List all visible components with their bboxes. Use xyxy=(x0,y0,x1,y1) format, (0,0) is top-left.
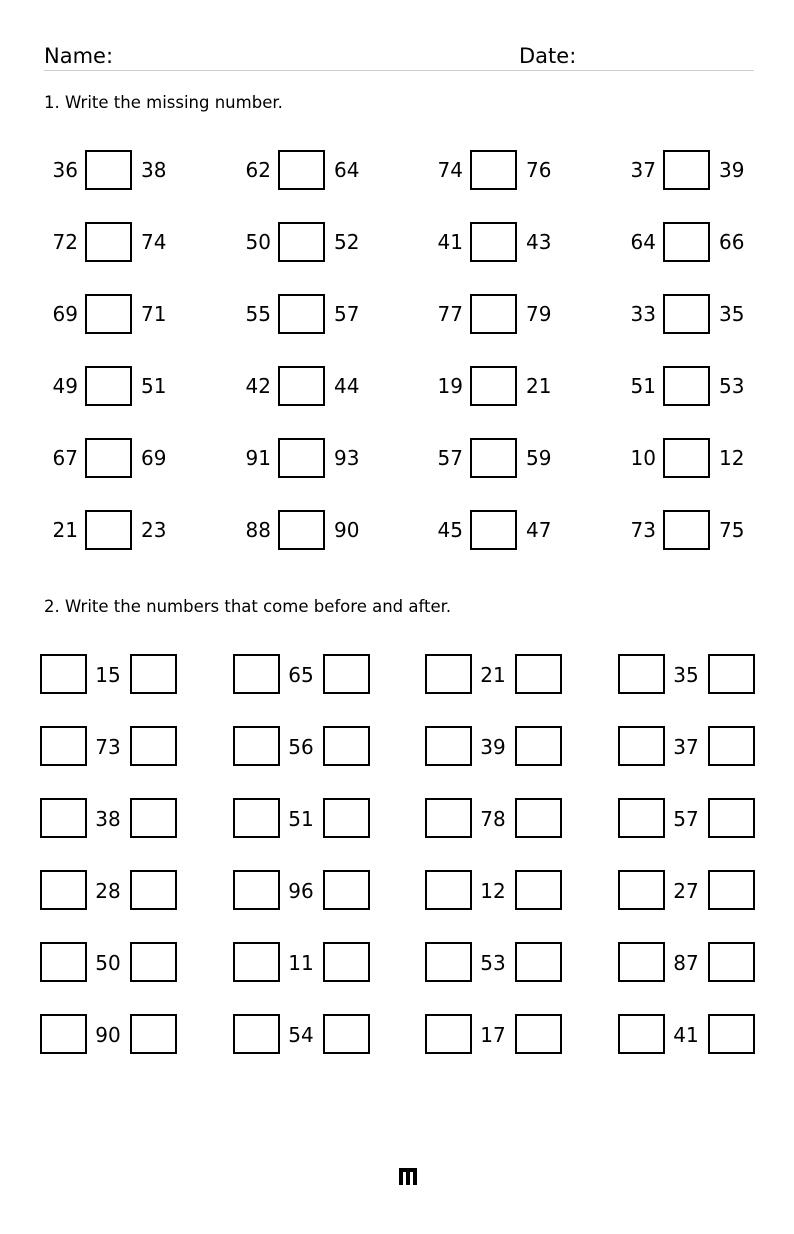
given-number-after: 75 xyxy=(719,518,745,542)
section2-instruction: 2. Write the numbers that come before and after. xyxy=(44,597,452,616)
before-answer-box[interactable] xyxy=(40,870,87,910)
after-answer-box[interactable] xyxy=(130,1014,177,1054)
after-answer-box[interactable] xyxy=(515,942,562,982)
before-answer-box[interactable] xyxy=(618,942,665,982)
after-answer-box[interactable] xyxy=(515,870,562,910)
given-number: 54 xyxy=(288,1023,314,1047)
before-answer-box[interactable] xyxy=(618,726,665,766)
given-number: 38 xyxy=(95,807,121,831)
given-number-after: 53 xyxy=(719,374,745,398)
after-answer-box[interactable] xyxy=(708,798,755,838)
section1-instruction: 1. Write the missing number. xyxy=(44,93,283,112)
given-number-before: 91 xyxy=(245,446,271,470)
before-answer-box[interactable] xyxy=(40,942,87,982)
after-answer-box[interactable] xyxy=(130,870,177,910)
before-answer-box[interactable] xyxy=(618,870,665,910)
given-number-after: 47 xyxy=(526,518,552,542)
after-answer-box[interactable] xyxy=(708,726,755,766)
given-number-before: 67 xyxy=(52,446,78,470)
given-number-before: 41 xyxy=(437,230,463,254)
given-number: 39 xyxy=(480,735,506,759)
date-label: Date: xyxy=(519,44,577,68)
given-number: 96 xyxy=(288,879,314,903)
given-number: 17 xyxy=(480,1023,506,1047)
given-number: 51 xyxy=(288,807,314,831)
after-answer-box[interactable] xyxy=(708,1014,755,1054)
before-answer-box[interactable] xyxy=(425,654,472,694)
before-answer-box[interactable] xyxy=(40,1014,87,1054)
after-answer-box[interactable] xyxy=(130,726,177,766)
before-answer-box[interactable] xyxy=(618,1014,665,1054)
given-number: 90 xyxy=(95,1023,121,1047)
given-number-after: 39 xyxy=(719,158,745,182)
given-number: 78 xyxy=(480,807,506,831)
given-number-before: 72 xyxy=(52,230,78,254)
given-number: 37 xyxy=(673,735,699,759)
given-number: 12 xyxy=(480,879,506,903)
given-number-before: 74 xyxy=(437,158,463,182)
given-number-before: 10 xyxy=(630,446,656,470)
before-answer-box[interactable] xyxy=(233,726,280,766)
given-number-before: 64 xyxy=(630,230,656,254)
after-answer-box[interactable] xyxy=(515,798,562,838)
before-answer-box[interactable] xyxy=(233,870,280,910)
before-answer-box[interactable] xyxy=(425,1014,472,1054)
given-number: 35 xyxy=(673,663,699,687)
before-answer-box[interactable] xyxy=(40,798,87,838)
before-answer-box[interactable] xyxy=(40,726,87,766)
after-answer-box[interactable] xyxy=(323,870,370,910)
given-number-after: 59 xyxy=(526,446,552,470)
given-number-after: 44 xyxy=(334,374,360,398)
given-number: 21 xyxy=(480,663,506,687)
given-number-after: 38 xyxy=(141,158,167,182)
before-answer-box[interactable] xyxy=(618,798,665,838)
after-answer-box[interactable] xyxy=(323,1014,370,1054)
given-number-before: 73 xyxy=(630,518,656,542)
after-answer-box[interactable] xyxy=(130,654,177,694)
given-number: 15 xyxy=(95,663,121,687)
given-number: 41 xyxy=(673,1023,699,1047)
given-number-before: 21 xyxy=(52,518,78,542)
given-number: 73 xyxy=(95,735,121,759)
given-number-before: 49 xyxy=(52,374,78,398)
after-answer-box[interactable] xyxy=(323,726,370,766)
given-number: 53 xyxy=(480,951,506,975)
before-answer-box[interactable] xyxy=(425,870,472,910)
before-answer-box[interactable] xyxy=(425,798,472,838)
given-number-after: 23 xyxy=(141,518,167,542)
given-number-after: 51 xyxy=(141,374,167,398)
after-answer-box[interactable] xyxy=(323,942,370,982)
given-number-before: 62 xyxy=(245,158,271,182)
after-answer-box[interactable] xyxy=(130,942,177,982)
given-number: 87 xyxy=(673,951,699,975)
given-number-before: 42 xyxy=(245,374,271,398)
given-number-before: 51 xyxy=(630,374,656,398)
given-number-before: 57 xyxy=(437,446,463,470)
name-label: Name: xyxy=(44,44,114,68)
given-number-after: 79 xyxy=(526,302,552,326)
given-number: 50 xyxy=(95,951,121,975)
given-number-before: 50 xyxy=(245,230,271,254)
before-answer-box[interactable] xyxy=(233,654,280,694)
before-answer-box[interactable] xyxy=(618,654,665,694)
given-number-after: 74 xyxy=(141,230,167,254)
given-number-before: 45 xyxy=(437,518,463,542)
given-number-after: 57 xyxy=(334,302,360,326)
given-number-after: 12 xyxy=(719,446,745,470)
given-number: 57 xyxy=(673,807,699,831)
given-number-before: 19 xyxy=(437,374,463,398)
given-number-after: 64 xyxy=(334,158,360,182)
given-number-after: 35 xyxy=(719,302,745,326)
after-answer-box[interactable] xyxy=(323,654,370,694)
after-answer-box[interactable] xyxy=(708,942,755,982)
given-number-after: 71 xyxy=(141,302,167,326)
before-answer-box[interactable] xyxy=(425,942,472,982)
before-answer-box[interactable] xyxy=(425,726,472,766)
given-number: 11 xyxy=(288,951,314,975)
given-number: 65 xyxy=(288,663,314,687)
given-number: 56 xyxy=(288,735,314,759)
after-answer-box[interactable] xyxy=(708,870,755,910)
before-answer-box[interactable] xyxy=(233,798,280,838)
given-number-after: 66 xyxy=(719,230,745,254)
given-number-before: 55 xyxy=(245,302,271,326)
given-number-before: 77 xyxy=(437,302,463,326)
given-number-before: 37 xyxy=(630,158,656,182)
given-number-after: 21 xyxy=(526,374,552,398)
given-number-after: 69 xyxy=(141,446,167,470)
given-number: 28 xyxy=(95,879,121,903)
given-number: 27 xyxy=(673,879,699,903)
given-number-before: 33 xyxy=(630,302,656,326)
given-number-before: 36 xyxy=(52,158,78,182)
given-number-before: 69 xyxy=(52,302,78,326)
given-number-after: 90 xyxy=(334,518,360,542)
worksheet-logo-icon xyxy=(398,1166,418,1186)
after-answer-box[interactable] xyxy=(130,798,177,838)
after-answer-box[interactable] xyxy=(515,1014,562,1054)
given-number-before: 88 xyxy=(245,518,271,542)
after-answer-box[interactable] xyxy=(515,654,562,694)
before-answer-box[interactable] xyxy=(233,1014,280,1054)
given-number-after: 52 xyxy=(334,230,360,254)
after-answer-box[interactable] xyxy=(708,654,755,694)
after-answer-box[interactable] xyxy=(515,726,562,766)
before-answer-box[interactable] xyxy=(40,654,87,694)
given-number-after: 43 xyxy=(526,230,552,254)
given-number-after: 76 xyxy=(526,158,552,182)
before-answer-box[interactable] xyxy=(233,942,280,982)
after-answer-box[interactable] xyxy=(323,798,370,838)
given-number-after: 93 xyxy=(334,446,360,470)
